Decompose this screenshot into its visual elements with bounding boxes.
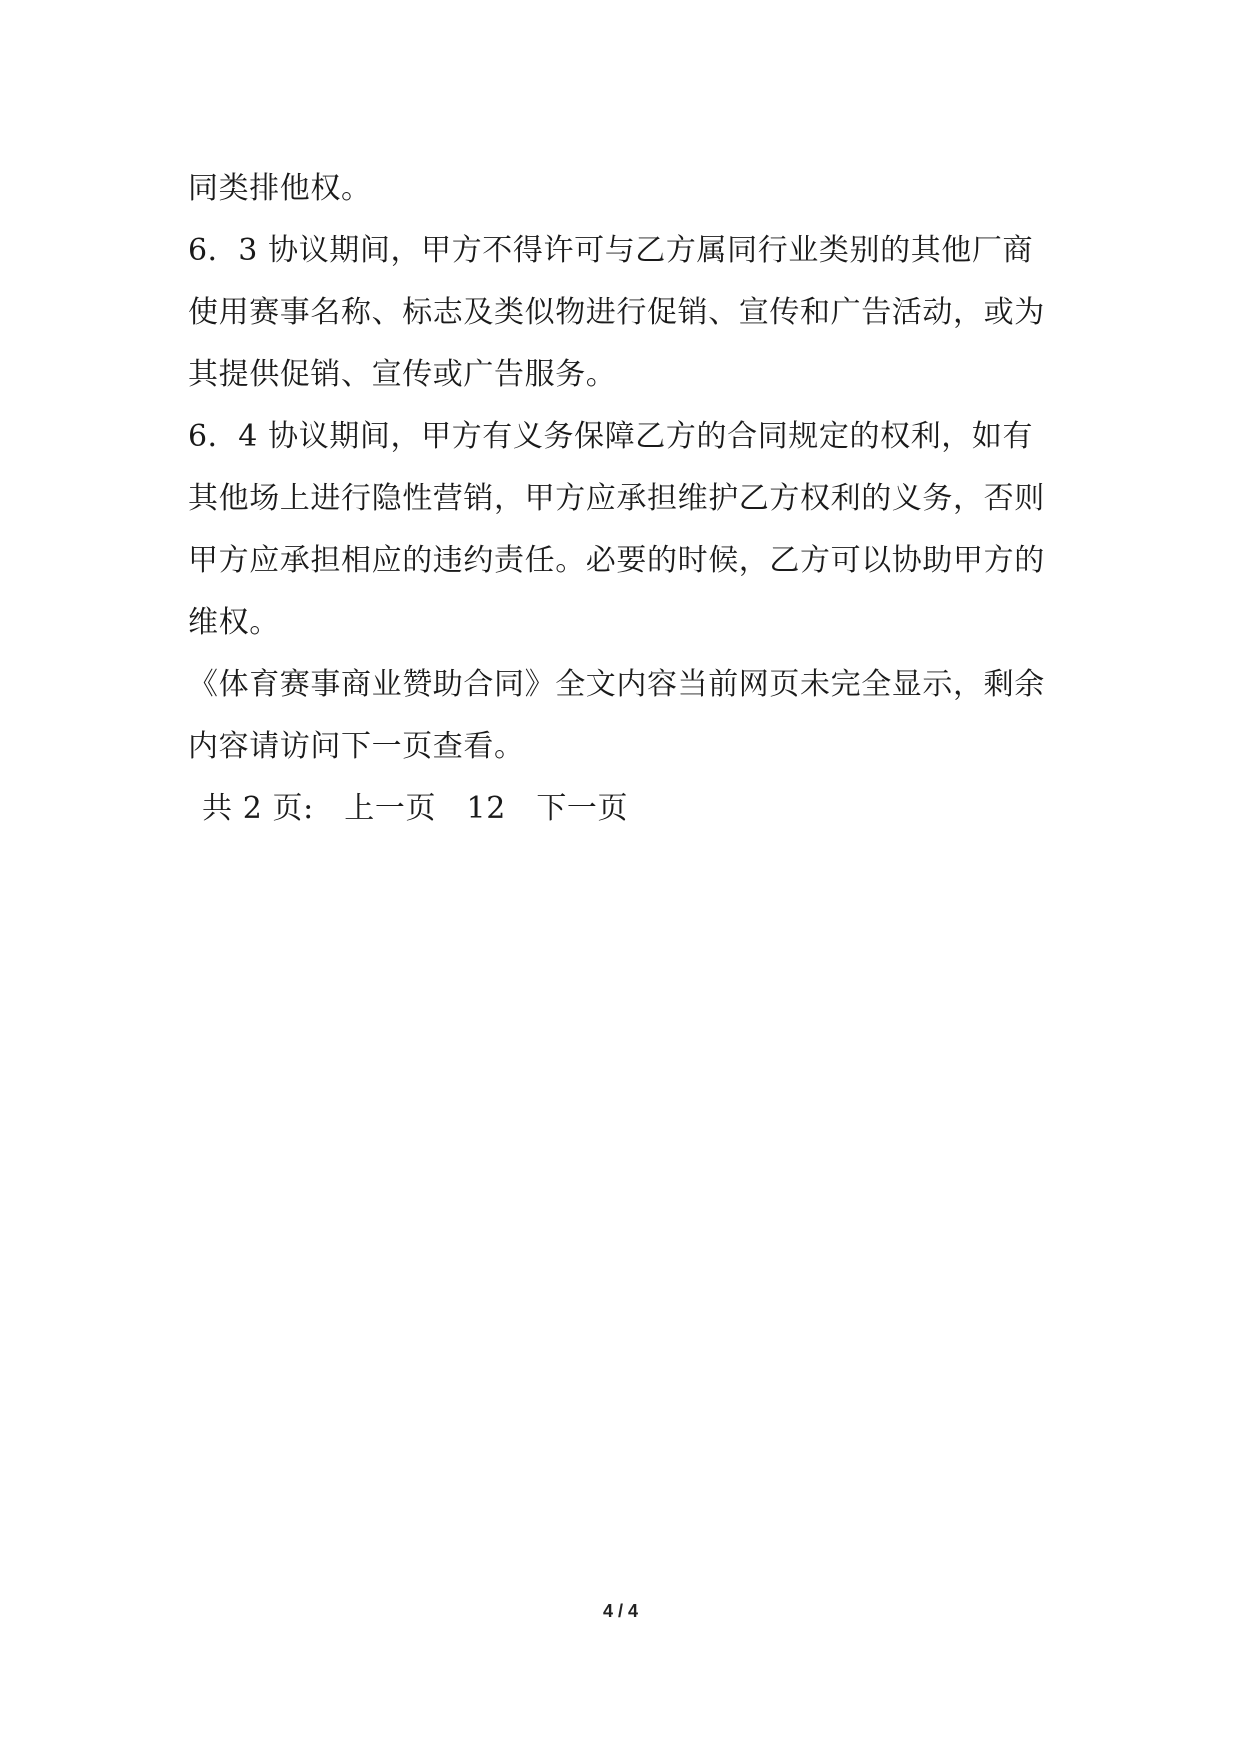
clause-6-4-line-2: 其他场上进行隐性营销，甲方应承担维护乙方权利的义务，否则 bbox=[188, 481, 1045, 516]
text-line: 同类排他权。 bbox=[188, 171, 372, 206]
notice-line-1: 《体育赛事商业赞助合同》全文内容当前网页未完全显示，剩余 bbox=[188, 667, 1045, 702]
prev-page-link[interactable]: 上一页 bbox=[344, 791, 437, 826]
document-body bbox=[188, 158, 1054, 840]
clause-6-3-line-3: 其提供促销、宣传或广告服务。 bbox=[188, 357, 617, 392]
clause-6-3-line-2: 使用赛事名称、标志及类似物进行促销、宣传和广告活动，或为 bbox=[188, 295, 1045, 330]
next-page-link[interactable]: 下一页 bbox=[536, 791, 629, 826]
page-number: 4 / 4 bbox=[602, 1601, 639, 1621]
clause-6-3-line-1: 6．3 协议期间，甲方不得许可与乙方属同行业类别的其他厂商 bbox=[188, 233, 1034, 268]
page-numbers-link[interactable]: 12 bbox=[466, 791, 506, 826]
clause-6-4-line-3: 甲方应承担相应的违约责任。必要的时候，乙方可以协助甲方的 bbox=[188, 543, 1045, 578]
pagination-total: 共 2 页: bbox=[202, 791, 314, 826]
clause-6-4-line-1: 6．4 协议期间，甲方有义务保障乙方的合同规定的权利，如有 bbox=[188, 419, 1034, 454]
clause-6-4-line-4: 维权。 bbox=[188, 605, 280, 640]
notice-line-2: 内容请访问下一页查看。 bbox=[188, 729, 525, 764]
pagination bbox=[188, 778, 1054, 840]
